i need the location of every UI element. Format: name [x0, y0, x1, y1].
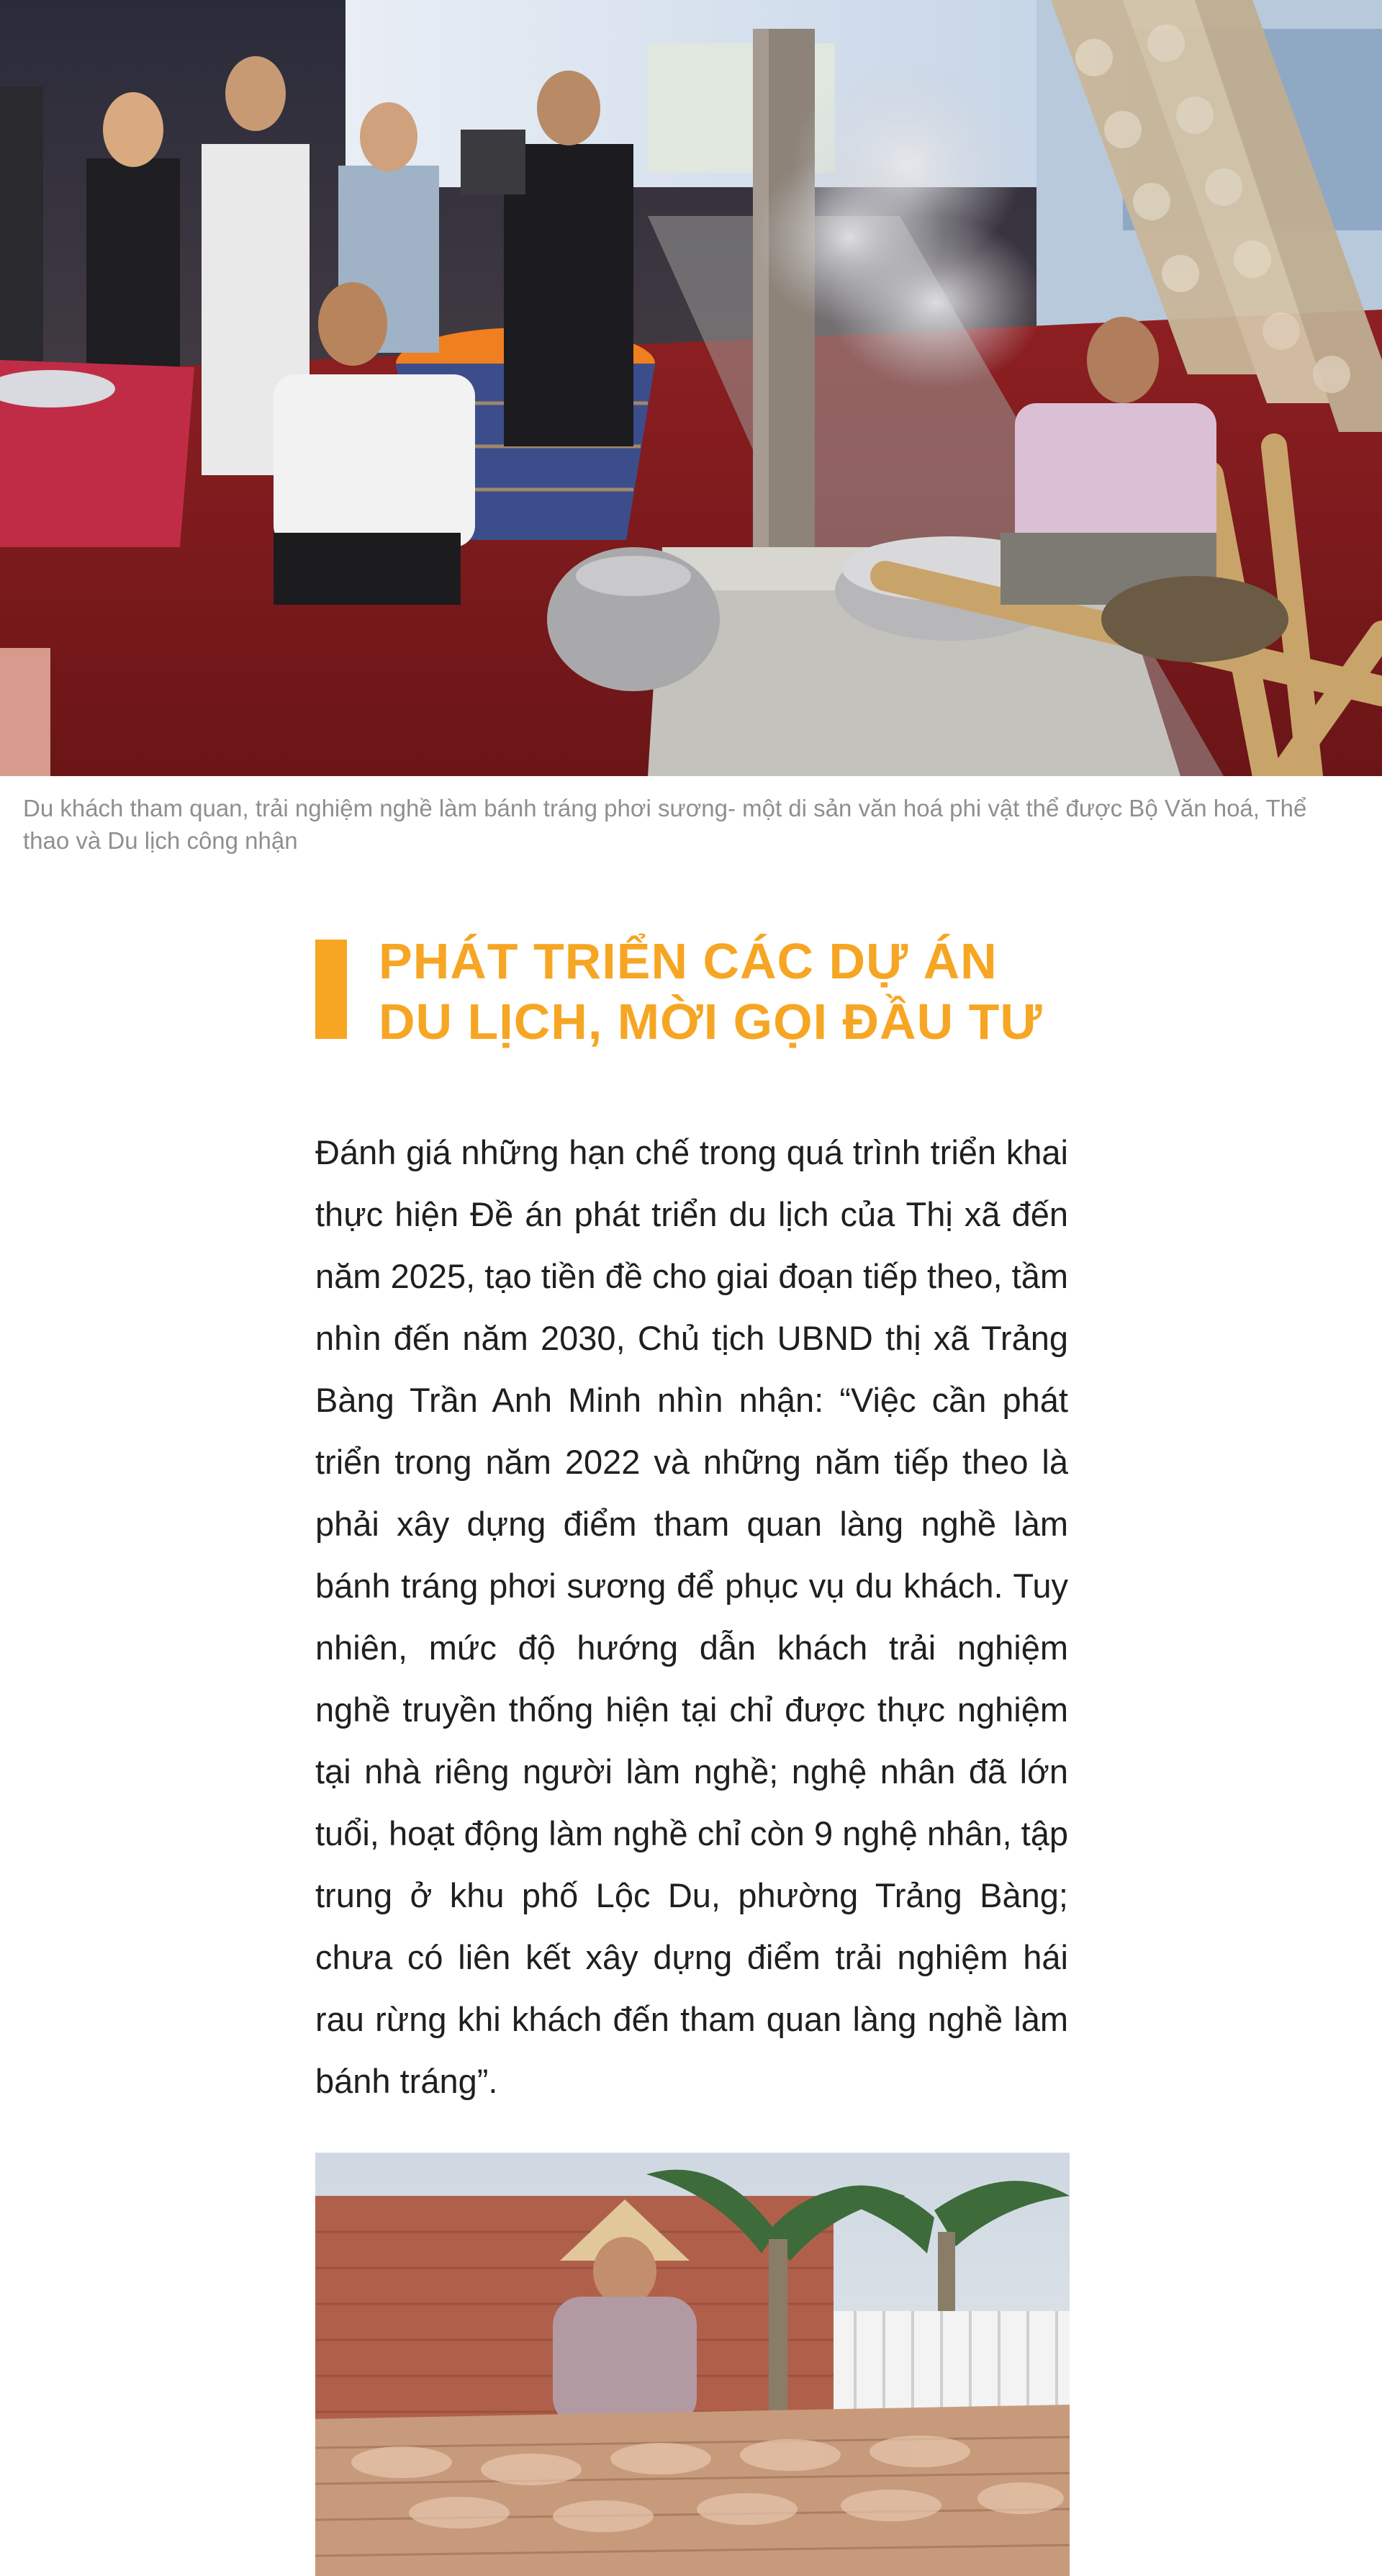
section-title [379, 931, 1071, 1052]
drying-rice-paper-image [315, 2153, 1070, 2576]
article-body [315, 1122, 1068, 2112]
secondary-photo [315, 2153, 1070, 2576]
photo-caption: Du khách tham quan, trải nghiệm nghề làm bánh tráng phơi sương- một di sản văn hoá phi vật thể được Bộ Văn hoá, Thể thao và Du lịch công nhận [23, 795, 1307, 854]
section-title-line-2: DU LỊCH, MỜI GỌI ĐẦU TƯ [379, 994, 1043, 1050]
section-heading [315, 931, 1071, 1052]
rice-paper-demonstration-image [0, 0, 1382, 776]
article-paragraph: Đánh giá những hạn chế trong quá trình triển khai thực hiện Đề án phát triển du lịch của Thị xã đến năm 2025, tạo tiền đề cho giai đoạn tiếp theo, tầm nhìn đến năm 2030, Chủ tịch UBND thị xã Trảng Bàng Trần Anh Minh nhìn nhận: “Việc cần phát triển trong năm 2022 và những năm tiếp theo là phải xây dựng điểm tham quan làng nghề làm bánh tráng phơi sương để phục vụ du khách. Tuy nhiên, mức độ hướng dẫn khách trải nghiệm nghề truyền thống hiện tại chỉ được thực nghiệm tại nhà riêng người làm nghề; nghệ nhân đã lớn tuổi, hoạt động làm nghề chỉ còn 9 nghệ nhân, tập trung ở khu phố Lộc Du, phường Trảng Bàng; chưa có liên kết xây dựng điểm trải nghiệm hái rau rừng khi khách đến tham quan làng nghề làm bánh tráng”. [315, 1133, 1068, 2100]
heading-accent-bar [315, 940, 347, 1039]
section-title-line-1: PHÁT TRIỂN CÁC DỰ ÁN [379, 933, 998, 989]
hero-photo [0, 0, 1382, 776]
